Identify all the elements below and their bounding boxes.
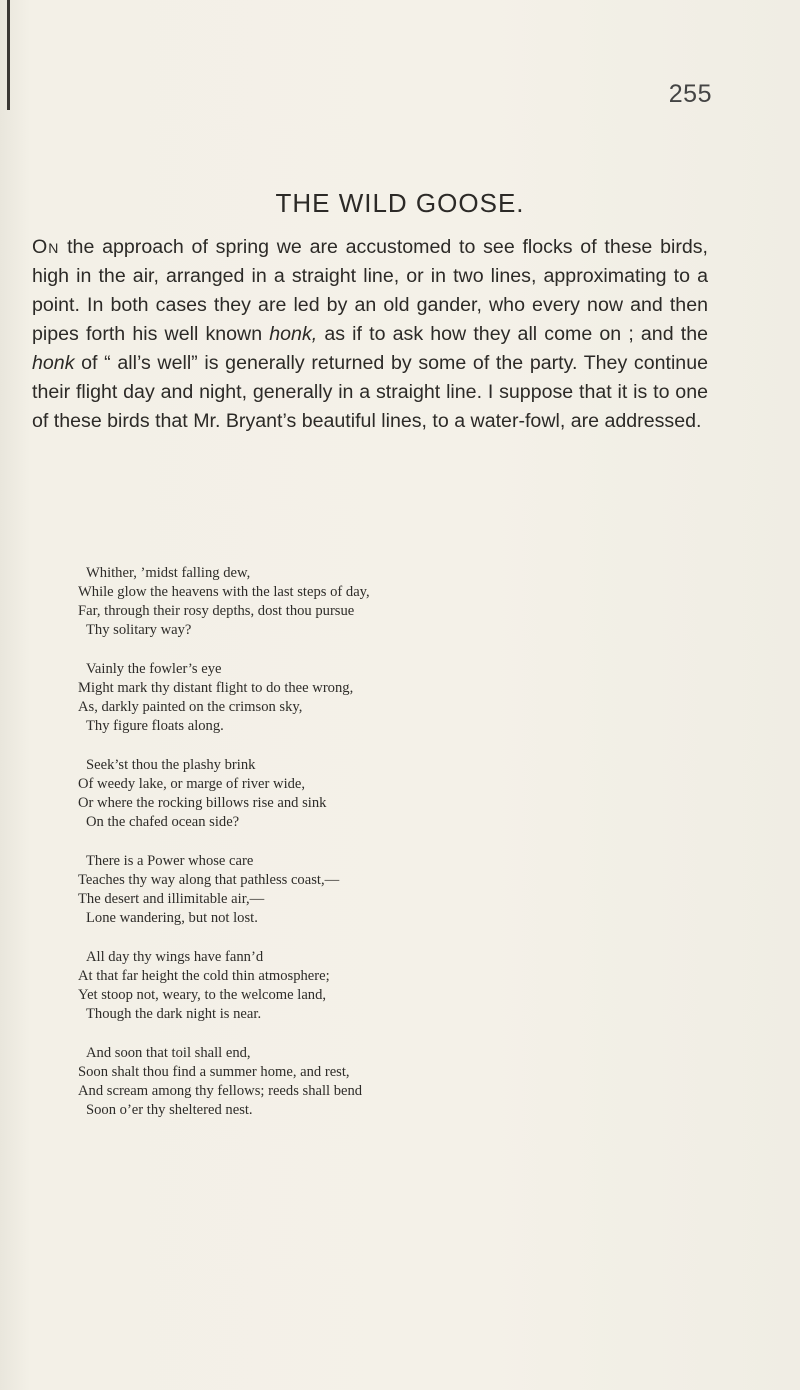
prose-part-2: as if to ask how they all come on ; and the (317, 323, 708, 345)
poem-stanza (78, 564, 370, 640)
poem-line: And soon that toil shall end, (86, 1045, 251, 1061)
page-number: 255 (668, 80, 712, 108)
poem-stanza (78, 852, 370, 928)
poem-line: While glow the heavens with the last steps of day, (78, 584, 370, 600)
poem (78, 564, 370, 1140)
paragraph-text (32, 233, 708, 436)
poem-line: Thy solitary way? (86, 622, 192, 638)
poem-line: Teaches thy way along that pathless coast,— (78, 872, 340, 888)
poem-line: There is a Power whose care (86, 853, 254, 869)
poem-line: Soon o’er thy sheltered nest. (86, 1102, 253, 1118)
poem-line: Soon shalt thou find a summer home, and rest, (78, 1064, 350, 1080)
poem-line: Lone wandering, but not lost. (86, 910, 258, 926)
chapter-title: THE WILD GOOSE. (275, 188, 525, 218)
page-edge-line (7, 0, 10, 110)
poem-line: All day thy wings have fann’d (86, 949, 264, 965)
poem-line: Whither, ’midst falling dew, (86, 565, 251, 581)
poem-line: Though the dark night is near. (86, 1006, 262, 1022)
poem-stanza (78, 1044, 370, 1120)
poem-line: On the chafed ocean side? (86, 814, 240, 830)
poem-line: At that far height the cold thin atmosphere; (78, 968, 330, 984)
poem-line: Might mark thy distant flight to do thee wrong, (78, 680, 354, 696)
prose-part-1: the approach of spring we are accustomed to see flocks of these birds, high in the air, arranged in a straight line, or in two lines, approximating to a point. In both cases they are led by an old gander, who every now and then pipes forth his well known (32, 236, 708, 345)
poem-line: Yet stoop not, weary, to the welcome land, (78, 987, 327, 1003)
dropcap-word: On (32, 236, 60, 258)
poem-stanza (78, 948, 370, 1024)
poem-stanza (78, 756, 370, 832)
poem-line: The desert and illimitable air,— (78, 891, 265, 907)
poem-line: Or where the rocking billows rise and sink (78, 795, 327, 811)
poem-line: And scream among thy fellows; reeds shall bend (78, 1083, 363, 1099)
poem-line: Seek’st thou the plashy brink (86, 757, 256, 773)
poem-stanza (78, 660, 370, 736)
prose-part-3: of “ all’s well” is generally returned by some of the party. They continue their flight day and night, generally in a straight line. I suppose that it is to one of these birds that Mr. Bryant’s beautiful lines, to a water-fowl, are addressed. (32, 352, 708, 432)
poem-line: As, darkly painted on the crimson sky, (78, 699, 303, 715)
italic-honk-2: honk (32, 352, 75, 374)
italic-honk-1: honk, (269, 323, 318, 345)
poem-line: Far, through their rosy depths, dost thou pursue (78, 603, 355, 619)
poem-line: Vainly the fowler’s eye (86, 661, 222, 677)
prose-paragraph (32, 233, 708, 436)
poem-line: Thy figure floats along. (86, 718, 224, 734)
poem-line: Of weedy lake, or marge of river wide, (78, 776, 306, 792)
